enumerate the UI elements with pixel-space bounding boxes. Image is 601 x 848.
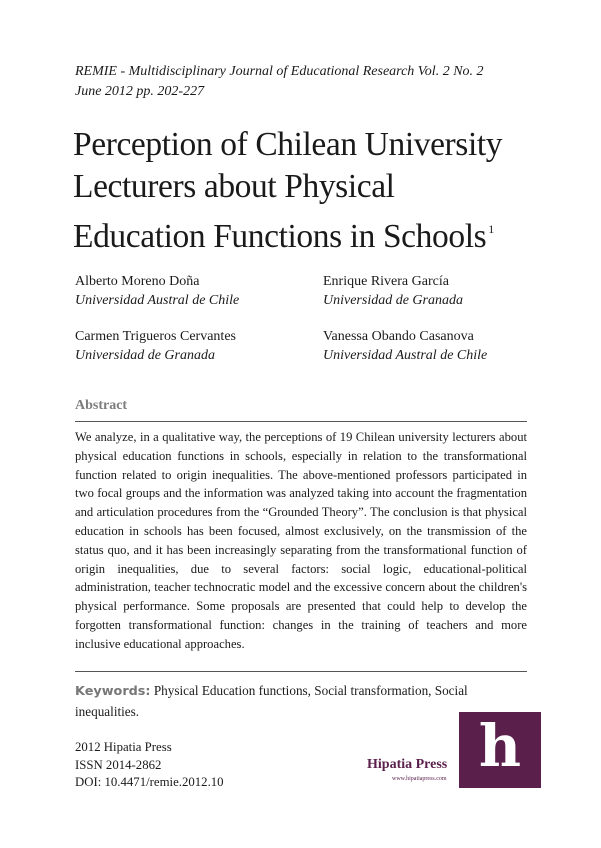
paper-title xyxy=(73,124,553,258)
author-affiliation: Universidad de Granada xyxy=(75,348,215,363)
author-affiliation: Universidad de Granada xyxy=(323,293,463,308)
abstract-top-divider xyxy=(75,421,527,422)
keywords-text: Physical Education functions, Social transformation, Social inequalities. xyxy=(75,683,468,719)
title-line-1: Perception of Chilean University xyxy=(73,126,503,163)
publisher-logo-letter: h xyxy=(478,712,522,780)
publisher-logo-url: www.hipatiapress.com xyxy=(392,776,447,782)
author-name: Enrique Rivera García xyxy=(323,274,449,289)
author-affiliation: Universidad Austral de Chile xyxy=(323,348,488,363)
author-name: Vanessa Obando Casanova xyxy=(323,329,474,344)
keywords-label: Keywords: xyxy=(75,684,151,699)
keywords xyxy=(75,681,515,722)
author-name: Carmen Trigueros Cervantes xyxy=(75,329,236,344)
author-affiliation: Universidad Austral de Chile xyxy=(75,293,240,308)
title-line-2: Lecturers about Physical xyxy=(73,168,395,205)
copyright-line: 2012 Hipatia Press xyxy=(75,740,172,754)
journal-line-2: June 2012 pp. 202-227 xyxy=(75,84,205,99)
author-block-2 xyxy=(323,272,463,310)
journal-line-1: REMIE - Multidisciplinary Journal of Educational Research Vol. 2 No. 2 xyxy=(75,64,484,79)
abstract-heading: Abstract xyxy=(75,398,128,413)
author-block-3 xyxy=(75,327,236,365)
author-block-1 xyxy=(75,272,239,310)
publication-info xyxy=(75,739,224,792)
footnote-marker: 1 xyxy=(488,222,494,236)
doi-line: DOI: 10.4471/remie.2012.10 xyxy=(75,775,224,789)
title-line-3 xyxy=(73,208,553,258)
journal-citation xyxy=(75,62,555,102)
abstract-text: We analyze, in a qualitative way, the perceptions of 19 Chilean university lecturers about physical education functions in schools, especially in relation to the transformational function related to origin inequalities. The above-mentioned professors participated in two focal groups and the information was analyzed taking into account the fragmentation and articulation procedures from the “Grounded Theory”. The conclusion is that physical education in schools has been focused, almost exclusively, on the transmission of the status quo, and it has been increasingly separating from the transformational function of origin inequalities, due to several factors: social logic, educational-political administration, teacher technocratic model and the excessive concern about the children's physical performance. Some proposals are presented that could help to develop the forgotten transformational function: changes in the training of teachers and more inclusive educational approaches. xyxy=(75,430,527,651)
publisher-logo-name: Hipatia Press xyxy=(367,757,448,772)
author-block-4 xyxy=(323,327,487,365)
abstract-bottom-divider xyxy=(75,671,527,672)
author-name: Alberto Moreno Doña xyxy=(75,274,200,289)
issn-line: ISSN 2014-2862 xyxy=(75,757,162,772)
title-line-3-text: Education Functions in Schools xyxy=(73,218,487,255)
